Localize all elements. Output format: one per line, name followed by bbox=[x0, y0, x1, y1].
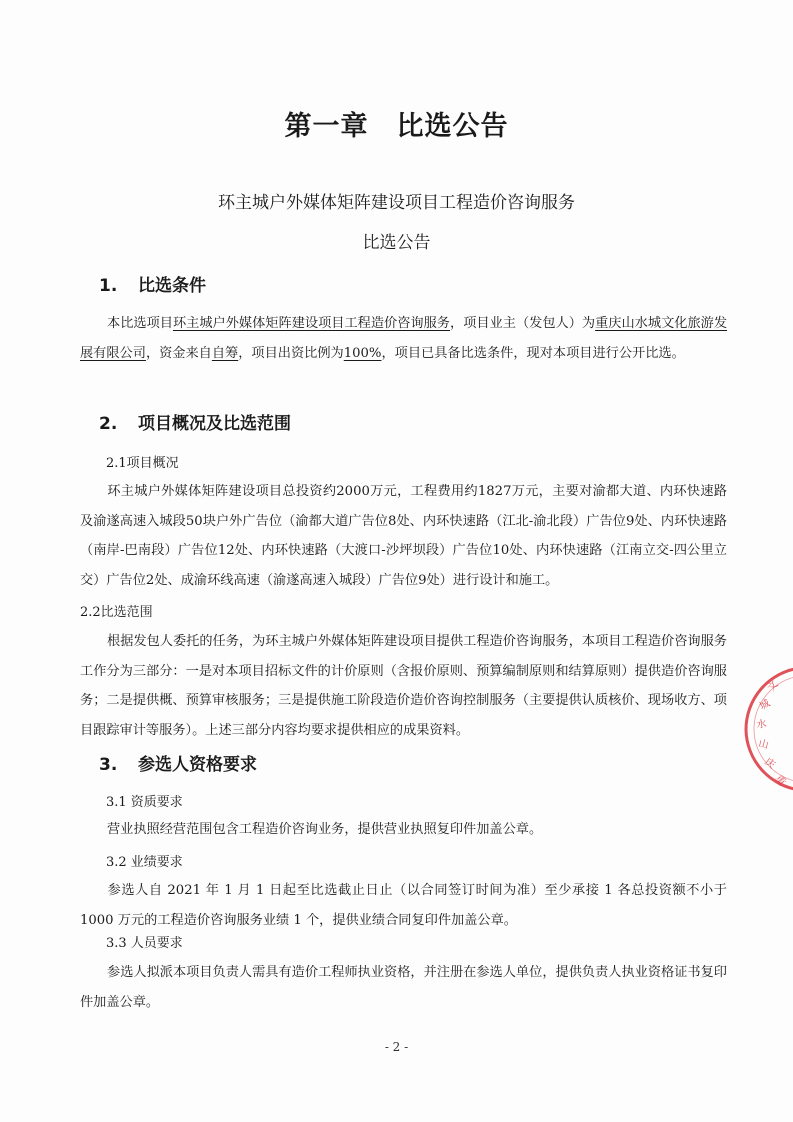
section-title: 比选条件 bbox=[138, 276, 206, 296]
subsection-heading: 2.1项目概况 bbox=[106, 456, 179, 471]
subsection-heading: 3.3 人员要求 bbox=[106, 936, 183, 951]
svg-text:重: 重 bbox=[772, 773, 788, 788]
section-number: 1. bbox=[99, 276, 118, 296]
performance-paragraph: 参选人自 2021 年 1 月 1 日起至比选截止日止（以合同签订时间为准）至少承接 1 各总投资额不小于 1000 万元的工程造价咨询服务业绩 1 个，提供业绩合同复印件加盖公章。 bbox=[80, 883, 727, 928]
svg-text:城: 城 bbox=[758, 698, 773, 713]
project-name: 环主城户外媒体矩阵建设项目工程造价咨询服务 bbox=[172, 316, 450, 331]
section-title: 参选人资格要求 bbox=[138, 755, 257, 775]
section-number: 2. bbox=[99, 414, 118, 434]
notice-subtitle-2: 比选公告 bbox=[362, 233, 431, 253]
subsection-heading: 3.2 业绩要求 bbox=[106, 855, 183, 870]
section-heading-3 bbox=[99, 750, 257, 775]
qualification-paragraph: 营业执照经营范围包含工程造价咨询业务，提供营业执照复印件加盖公章。 bbox=[107, 822, 543, 837]
svg-text:山: 山 bbox=[757, 738, 770, 752]
fund-source: 自筹 bbox=[211, 345, 239, 361]
funding-ratio: 100% bbox=[343, 345, 382, 361]
company-seal-stamp bbox=[742, 664, 793, 794]
notice-subtitle: 环主城户外媒体矩阵建设项目工程造价咨询服务 bbox=[218, 193, 575, 213]
personnel-paragraph: 参选人拟派本项目负责人需具有造价工程师执业资格，并注册在参选人单位，提供负责人执业资格证书复印件加盖公章。 bbox=[80, 965, 727, 1010]
project-overview-paragraph: 环主城户外媒体矩阵建设项目总投资约2000万元，工程费用约1827万元，主要对渝都大道、内环快速路及渝遂高速入城段50块户外广告位（渝都大道广告位8处、内环快速路（江北-渝北段）广告位9处、内环快速路（南岸-巴南段）广告位12处、内环快速路（大渡口-沙坪坝段）广告位10处、内环快速路（江南立交-四公里立交）广告位2处、成渝环线高速（渝遂高速入城段）广告位9处）进行设计和施工。 bbox=[80, 484, 727, 588]
svg-text:水: 水 bbox=[755, 718, 768, 731]
subsection-heading: 3.1 资质要求 bbox=[106, 795, 183, 810]
svg-text:庆: 庆 bbox=[762, 756, 777, 772]
svg-text:文: 文 bbox=[765, 679, 781, 694]
scope-paragraph: 根据发包人委托的任务，为环主城户外媒体矩阵建设项目提供工程造价咨询服务，本项目工程造价咨询服务工作分为三部分：一是对本项目招标文件的计价原则（含报价原则、预算编制原则和结算原则）提供造价咨询服务；二是提供概、预算审核服务；三是提供施工阶段造价造价咨询控制服务（主要提供认质核价、现场收方、项目跟踪审计等服务）。上述三部分内容均要求提供相应的成果资料。 bbox=[80, 634, 727, 738]
owner-name: 重庆山水城文化旅游发展有限公司 bbox=[80, 316, 728, 361]
subsection-heading: 2.2比选范围 bbox=[80, 605, 153, 620]
section-1-paragraph: 本比选项目环主城户外媒体矩阵建设项目工程造价咨询服务，项目业主（发包人）为重庆山水城文化旅游发展有限公司，资金来自自筹，项目出资比例为100%，项目已具备比选条件，现对本项目进行公开比选。 bbox=[80, 316, 728, 361]
section-title: 项目概况及比选范围 bbox=[138, 414, 291, 434]
section-heading-1 bbox=[99, 271, 206, 296]
section-number: 3. bbox=[99, 755, 118, 775]
chapter-title: 第一章 比选公告 bbox=[284, 111, 509, 142]
section-heading-2 bbox=[99, 409, 291, 434]
page-number: - 2 - bbox=[384, 1040, 409, 1054]
